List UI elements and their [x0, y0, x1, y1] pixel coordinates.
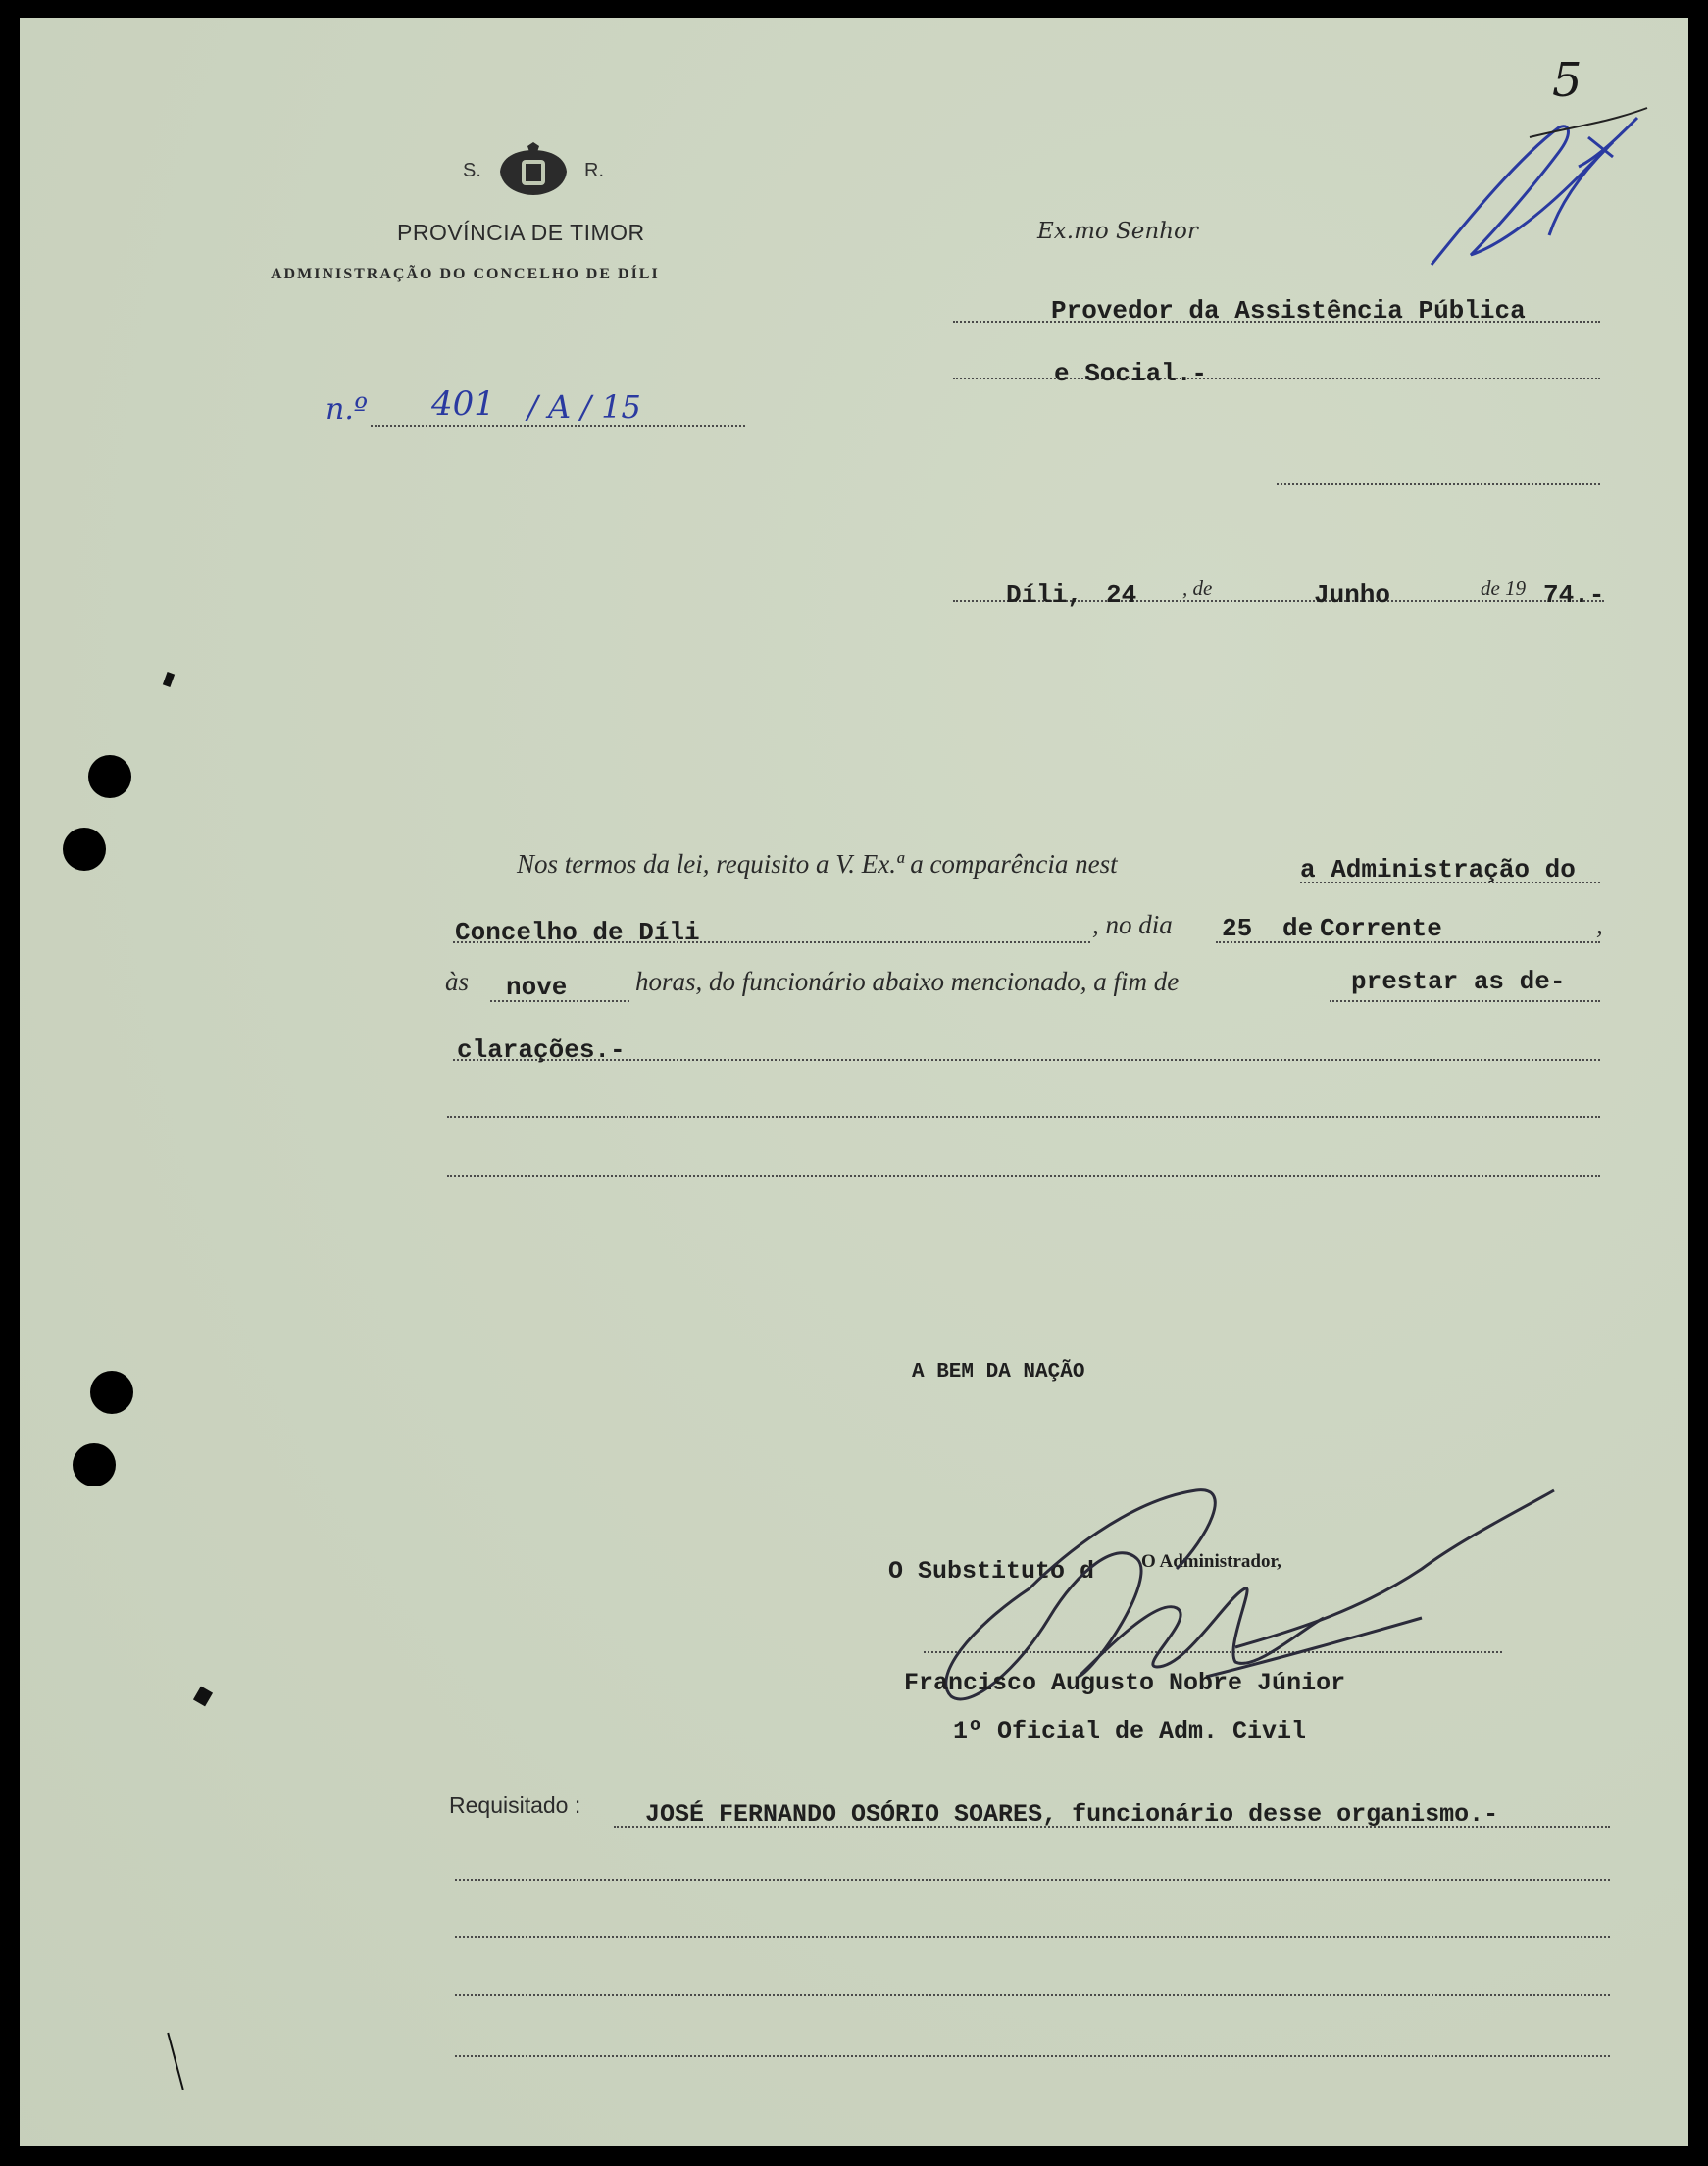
- body-hours-text: horas, do funcionário abaixo mencionado, a fim de: [635, 967, 1180, 996]
- date-place: Díli,: [1006, 580, 1083, 610]
- addressee-line-1: Provedor da Assistência Pública: [1051, 296, 1526, 326]
- reference-prefix: n.º: [326, 392, 368, 427]
- closing-phrase: A BEM DA NAÇÃO: [912, 1361, 1085, 1384]
- requisitado-value: JOSÉ FERNANDO OSÓRIO SOARES, funcionário desse organismo.-: [645, 1800, 1499, 1829]
- administration-title: ADMINISTRAÇÃO DO CONCELHO DE DÍLI: [271, 266, 660, 282]
- date-month: Junho: [1314, 580, 1391, 610]
- body-typed-1: a Administração do: [1300, 855, 1576, 884]
- punch-hole: [90, 1371, 133, 1414]
- date-year-suffix: 74.-: [1543, 580, 1605, 610]
- header-sr-left: S.: [463, 160, 481, 181]
- signature-title-rest: O Administrador,: [1141, 1551, 1281, 1572]
- body-typed-2: Concelho de Díli: [455, 918, 700, 947]
- date-de-1: , de: [1182, 577, 1213, 600]
- requisitado-label: Requisitado :: [449, 1792, 581, 1818]
- coat-of-arms-emblem: [492, 142, 575, 201]
- body-purpose-2: clarações.-: [457, 1035, 626, 1065]
- body-intro: Nos termos da lei, requisito a V. Ex.ª a comparência nest: [517, 849, 1118, 879]
- reference-code: / A / 15: [527, 388, 641, 426]
- body-de: de: [1282, 914, 1314, 943]
- salutation: Ex.mo Senhor: [1037, 219, 1198, 244]
- header-sr-right: R.: [584, 160, 604, 181]
- punch-hole: [88, 755, 131, 798]
- handwritten-initials: [1412, 98, 1657, 284]
- page-mark: 5: [1552, 53, 1582, 108]
- addressee-line-2: e Social.-: [1054, 359, 1208, 388]
- province-title: PROVÍNCIA DE TIMOR: [397, 220, 645, 245]
- date-day: 24: [1106, 580, 1137, 610]
- body-as: às: [445, 967, 470, 996]
- signature-title-typed: O Substituto d: [888, 1557, 1095, 1586]
- body-hour: nove: [506, 973, 568, 1002]
- body-no-dia: , no dia: [1092, 910, 1173, 939]
- signatory-name: Francisco Augusto Nobre Júnior: [904, 1669, 1346, 1697]
- body-month: Corrente: [1320, 914, 1442, 943]
- date-de-2: de 19: [1481, 577, 1527, 600]
- body-comma: ,: [1596, 910, 1603, 939]
- punch-hole: [63, 828, 106, 871]
- punch-hole: [73, 1443, 116, 1486]
- body-day: 25: [1222, 914, 1253, 943]
- reference-number: 401: [431, 384, 495, 424]
- body-purpose-1: prestar as de-: [1351, 967, 1566, 996]
- signatory-role: 1º Oficial de Adm. Civil: [953, 1717, 1307, 1745]
